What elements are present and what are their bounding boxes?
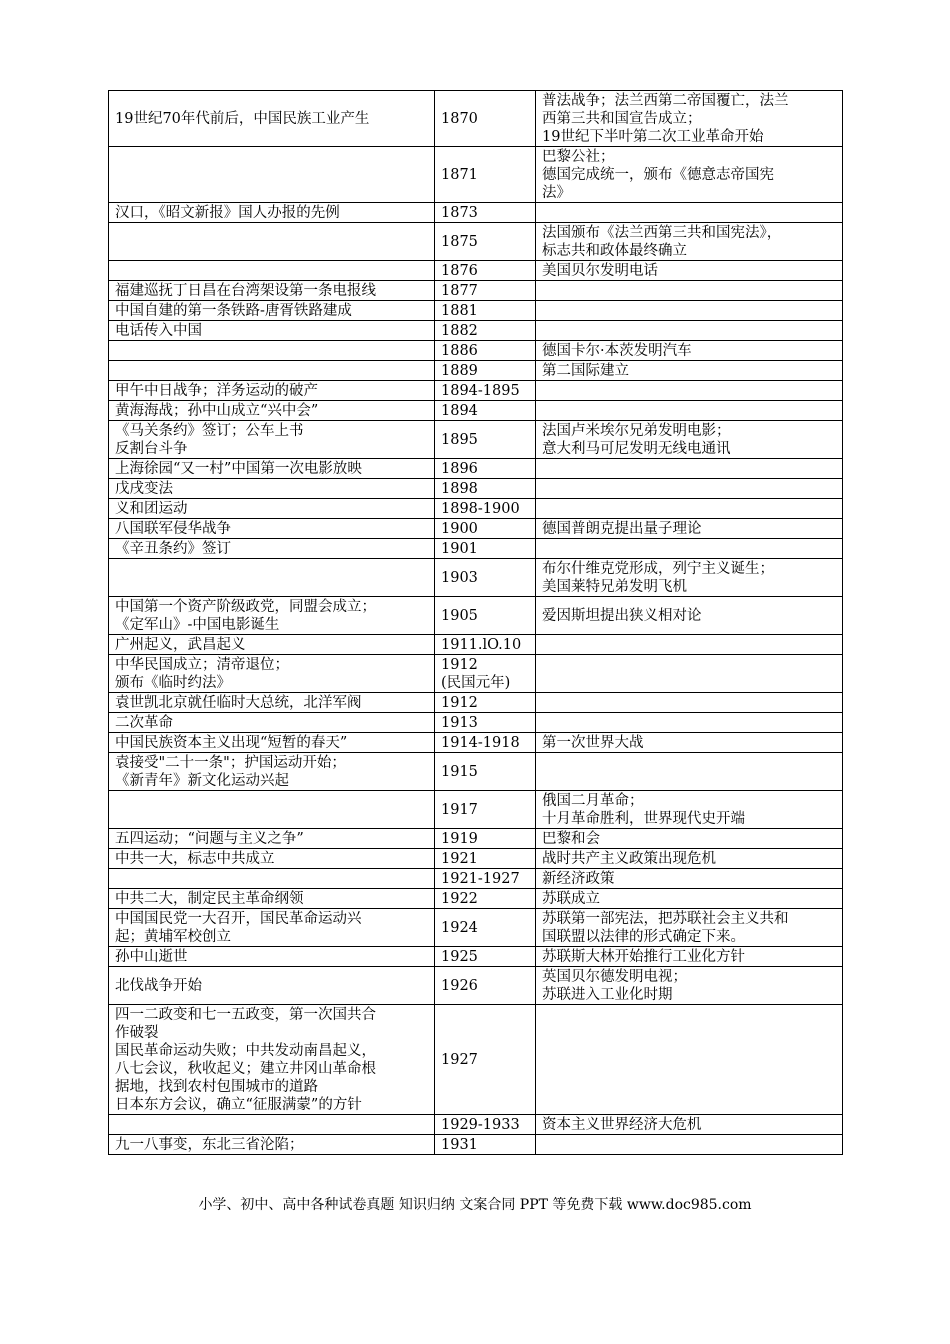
china-event-cell [109, 479, 435, 499]
year-cell [435, 1135, 536, 1155]
table-row [109, 655, 843, 693]
year-cell [435, 1005, 536, 1115]
year-cell [435, 753, 536, 791]
china-event-cell [109, 499, 435, 519]
year-cell [435, 791, 536, 829]
cell-line: 战时共产主义政策出现危机 [542, 850, 716, 867]
table-row [109, 381, 843, 401]
cell-line: 十月革命胜利，世界现代史开端 [542, 810, 745, 827]
cell-line: 孙中山逝世 [115, 948, 188, 965]
cell-line: 俄国二月革命； [542, 792, 644, 809]
cell-line: 意大利马可尼发明无线电通讯 [542, 440, 731, 457]
cell-line: 资本主义世界经济大危机 [542, 1116, 702, 1133]
table-row [109, 147, 843, 203]
world-event-cell [536, 203, 843, 223]
cell-line: 美国贝尔发明电话 [542, 262, 658, 279]
table-row [109, 421, 843, 459]
year-cell [435, 381, 536, 401]
table-row [109, 519, 843, 539]
year-cell [435, 539, 536, 559]
cell-line: 苏联进入工业化时期 [542, 986, 673, 1003]
cell-line: 第二国际建立 [542, 362, 629, 379]
cell-line: 《辛丑条约》签订 [115, 540, 231, 557]
year-cell [435, 597, 536, 635]
world-event-cell [536, 519, 843, 539]
china-event-cell [109, 967, 435, 1005]
cell-line: 1876 [441, 262, 478, 279]
world-event-cell [536, 869, 843, 889]
china-event-cell [109, 223, 435, 261]
page-footer: 小学、初中、高中各种试卷真题 知识归纳 文案合同 PPT 等免费下载 www.doc985.com [198, 1197, 752, 1213]
world-event-cell [536, 947, 843, 967]
world-event-cell [536, 401, 843, 421]
year-cell [435, 849, 536, 869]
cell-line: 1921-1927 [441, 870, 520, 887]
table-row [109, 869, 843, 889]
table-row [109, 753, 843, 791]
cell-line: 巴黎公社； [542, 148, 615, 165]
table-row [109, 479, 843, 499]
cell-line: 1889 [441, 362, 478, 379]
year-cell [435, 203, 536, 223]
cell-line: 1929-1933 [441, 1116, 520, 1133]
cell-line: 巴黎和会 [542, 830, 600, 847]
year-cell [435, 559, 536, 597]
year-cell [435, 733, 536, 753]
cell-line: (民国元年) [441, 674, 511, 691]
cell-line: 1886 [441, 342, 478, 359]
cell-line: 广州起义，武昌起义 [115, 636, 246, 653]
cell-line: 1896 [441, 460, 478, 477]
table-row [109, 1135, 843, 1155]
cell-line: 德国完成统一，颁布《德意志帝国宪 [542, 166, 774, 183]
year-cell [435, 1115, 536, 1135]
table-row [109, 559, 843, 597]
year-cell [435, 655, 536, 693]
cell-line: 1900 [441, 520, 478, 537]
china-event-cell [109, 1005, 435, 1115]
cell-line: 英国贝尔德发明电视； [542, 968, 687, 985]
cell-line: 1913 [441, 714, 478, 731]
cell-line: 1903 [441, 569, 478, 586]
cell-line: 上海徐园“又一村”中国第一次电影放映 [115, 460, 362, 477]
year-cell [435, 281, 536, 301]
cell-line: 布尔什维克党形成，列宁主义诞生； [542, 560, 774, 577]
table-row [109, 597, 843, 635]
world-event-cell [536, 381, 843, 401]
cell-line: 1924 [441, 919, 478, 936]
history-timeline-table-container [108, 90, 842, 1155]
world-event-cell [536, 655, 843, 693]
year-cell [435, 91, 536, 147]
cell-line: 1919 [441, 830, 478, 847]
table-row [109, 947, 843, 967]
table-row [109, 341, 843, 361]
world-event-cell [536, 459, 843, 479]
cell-line: 1871 [441, 166, 478, 183]
year-cell [435, 967, 536, 1005]
cell-line: 北伐战争开始 [115, 977, 202, 994]
year-cell [435, 479, 536, 499]
cell-line: 《定军山》-中国电影诞生 [115, 616, 280, 633]
world-event-cell [536, 479, 843, 499]
cell-line: 19世纪下半叶第二次工业革命开始 [542, 128, 764, 145]
year-cell [435, 321, 536, 341]
china-event-cell [109, 597, 435, 635]
cell-line: 第一次世界大战 [542, 734, 644, 751]
cell-line: 袁世凯北京就任临时大总统，北洋军阀 [115, 694, 362, 711]
year-cell [435, 499, 536, 519]
cell-line: 1912 [441, 694, 478, 711]
cell-line: 《马关条约》签订；公车上书 [115, 422, 304, 439]
cell-line: 1894 [441, 402, 478, 419]
cell-line: 作破裂 [115, 1024, 159, 1041]
cell-line: 《新青年》新文化运动兴起 [115, 772, 289, 789]
cell-line: 四一二政变和七一五政变，第一次国共合 [115, 1006, 376, 1023]
china-event-cell [109, 381, 435, 401]
cell-line: 福建巡抚丁日昌在台湾架设第一条电报线 [115, 282, 376, 299]
cell-line: 八七会议，秋收起义；建立井冈山革命根 [115, 1060, 376, 1077]
cell-line: 法国卢米埃尔兄弟发明电影； [542, 422, 731, 439]
world-event-cell [536, 889, 843, 909]
table-row [109, 791, 843, 829]
china-event-cell [109, 281, 435, 301]
cell-line: 1895 [441, 431, 478, 448]
cell-line: 1898-1900 [441, 500, 520, 517]
table-row [109, 829, 843, 849]
cell-line: 中国国民党一大召开，国民革命运动兴 [115, 910, 362, 927]
cell-line: 1922 [441, 890, 478, 907]
cell-line: 甲午中日战争；洋务运动的破产 [115, 382, 318, 399]
year-cell [435, 693, 536, 713]
cell-line: 1927 [441, 1051, 478, 1068]
china-event-cell [109, 753, 435, 791]
year-cell [435, 301, 536, 321]
cell-line: 标志共和政体最终确立 [542, 242, 687, 259]
cell-line: 中共一大，标志中共成立 [115, 850, 275, 867]
cell-line: 苏联斯大林开始推行工业化方针 [542, 948, 745, 965]
table-row [109, 203, 843, 223]
china-event-cell [109, 421, 435, 459]
cell-line: 苏联第一部宪法，把苏联社会主义共和 [542, 910, 789, 927]
china-event-cell [109, 791, 435, 829]
table-row [109, 321, 843, 341]
year-cell [435, 459, 536, 479]
china-event-cell [109, 341, 435, 361]
china-event-cell [109, 909, 435, 947]
china-event-cell [109, 1115, 435, 1135]
cell-line: 1905 [441, 607, 478, 624]
table-row [109, 459, 843, 479]
history-timeline-table [108, 90, 843, 1155]
world-event-cell [536, 791, 843, 829]
table-row [109, 301, 843, 321]
world-event-cell [536, 321, 843, 341]
cell-line: 日本东方会议，确立“征服满蒙”的方针 [115, 1096, 362, 1113]
year-cell [435, 421, 536, 459]
china-event-cell [109, 91, 435, 147]
table-row [109, 261, 843, 281]
cell-line: 1915 [441, 763, 478, 780]
cell-line: 五四运动；“问题与主义之争” [115, 830, 304, 847]
china-event-cell [109, 635, 435, 655]
world-event-cell [536, 1135, 843, 1155]
world-event-cell [536, 539, 843, 559]
cell-line: 德国普朗克提出量子理论 [542, 520, 702, 537]
china-event-cell [109, 301, 435, 321]
cell-line: 1914-1918 [441, 734, 520, 751]
world-event-cell [536, 693, 843, 713]
world-event-cell [536, 733, 843, 753]
world-event-cell [536, 829, 843, 849]
cell-line: 法国颁布《法兰西第三共和国宪法》， [542, 224, 782, 241]
year-cell [435, 713, 536, 733]
china-event-cell [109, 321, 435, 341]
year-cell [435, 223, 536, 261]
cell-line: 中华民国成立；清帝退位； [115, 656, 289, 673]
cell-line: 反割台斗争 [115, 440, 188, 457]
cell-line: 中国民族资本主义出现“短暂的春天” [115, 734, 348, 751]
china-event-cell [109, 361, 435, 381]
table-row [109, 281, 843, 301]
world-event-cell [536, 1115, 843, 1135]
table-row [109, 733, 843, 753]
world-event-cell [536, 849, 843, 869]
cell-line: 1870 [441, 110, 478, 127]
year-cell [435, 947, 536, 967]
cell-line: 戊戌变法 [115, 480, 173, 497]
year-cell [435, 341, 536, 361]
world-event-cell [536, 261, 843, 281]
cell-line: 九一八事变，东北三省沦陷； [115, 1136, 304, 1153]
cell-line: 1925 [441, 948, 478, 965]
cell-line: 1921 [441, 850, 478, 867]
table-row [109, 223, 843, 261]
cell-line: 1882 [441, 322, 478, 339]
world-event-cell [536, 147, 843, 203]
cell-line: 1873 [441, 204, 478, 221]
table-row [109, 967, 843, 1005]
china-event-cell [109, 401, 435, 421]
cell-line: 1898 [441, 480, 478, 497]
table-row [109, 713, 843, 733]
cell-line: 19世纪70年代前后，中国民族工业产生 [115, 110, 370, 127]
cell-line: 1881 [441, 302, 478, 319]
china-event-cell [109, 1135, 435, 1155]
year-cell [435, 869, 536, 889]
cell-line: 1875 [441, 233, 478, 250]
table-row [109, 499, 843, 519]
cell-line: 德国卡尔·本茨发明汽车 [542, 342, 692, 359]
cell-line: 汉口，《昭文新报》国人办报的先例 [115, 204, 340, 221]
china-event-cell [109, 693, 435, 713]
table-row [109, 693, 843, 713]
world-event-cell [536, 301, 843, 321]
world-event-cell [536, 499, 843, 519]
china-event-cell [109, 889, 435, 909]
cell-line: 1877 [441, 282, 478, 299]
world-event-cell [536, 713, 843, 733]
cell-line: 中国第一个资产阶级政党，同盟会成立； [115, 598, 376, 615]
cell-line: 法》 [542, 184, 571, 201]
cell-line: 1917 [441, 801, 478, 818]
table-row [109, 539, 843, 559]
cell-line: 新经济政策 [542, 870, 615, 887]
world-event-cell [536, 635, 843, 655]
cell-line: 二次革命 [115, 714, 173, 731]
world-event-cell [536, 559, 843, 597]
china-event-cell [109, 261, 435, 281]
world-event-cell [536, 281, 843, 301]
cell-line: 普法战争；法兰西第二帝国覆亡，法兰 [542, 92, 789, 109]
china-event-cell [109, 147, 435, 203]
cell-line: 电话传入中国 [115, 322, 202, 339]
cell-line: 美国莱特兄弟发明飞机 [542, 578, 687, 595]
cell-line: 苏联成立 [542, 890, 600, 907]
year-cell [435, 261, 536, 281]
china-event-cell [109, 559, 435, 597]
cell-line: 1894-1895 [441, 382, 520, 399]
cell-line: 中国自建的第一条铁路-唐胥铁路建成 [115, 302, 352, 319]
cell-line: 1931 [441, 1136, 478, 1153]
world-event-cell [536, 223, 843, 261]
table-row [109, 849, 843, 869]
china-event-cell [109, 947, 435, 967]
cell-line: 据地，找到农村包围城市的道路 [115, 1078, 318, 1095]
cell-line: 1901 [441, 540, 478, 557]
cell-line: 1912 [441, 656, 478, 673]
cell-line: 1926 [441, 977, 478, 994]
table-row [109, 1115, 843, 1135]
cell-line: 八国联军侵华战争 [115, 520, 231, 537]
china-event-cell [109, 713, 435, 733]
china-event-cell [109, 539, 435, 559]
table-row [109, 1005, 843, 1115]
table-row [109, 361, 843, 381]
cell-line: 起；黄埔军校创立 [115, 928, 231, 945]
table-body [109, 91, 843, 1155]
china-event-cell [109, 849, 435, 869]
china-event-cell [109, 829, 435, 849]
table-row [109, 401, 843, 421]
world-event-cell [536, 341, 843, 361]
cell-line: 颁布《临时约法》 [115, 674, 231, 691]
year-cell [435, 519, 536, 539]
table-row [109, 91, 843, 147]
table-row [109, 909, 843, 947]
world-event-cell [536, 91, 843, 147]
cell-line: 爱因斯坦提出狭义相对论 [542, 607, 702, 624]
china-event-cell [109, 733, 435, 753]
year-cell [435, 401, 536, 421]
world-event-cell [536, 421, 843, 459]
year-cell [435, 829, 536, 849]
cell-line: 国民革命运动失败；中共发动南昌起义， [115, 1042, 376, 1059]
cell-line: 袁接受"二十一条"；护国运动开始； [115, 754, 346, 771]
year-cell [435, 889, 536, 909]
year-cell [435, 909, 536, 947]
table-row [109, 889, 843, 909]
world-event-cell [536, 597, 843, 635]
world-event-cell [536, 361, 843, 381]
world-event-cell [536, 753, 843, 791]
cell-line: 义和团运动 [115, 500, 188, 517]
cell-line: 西第三共和国宣告成立； [542, 110, 702, 127]
cell-line: 国联盟以法律的形式确定下来。 [542, 928, 745, 945]
cell-line: 中共二大，制定民主革命纲领 [115, 890, 304, 907]
world-event-cell [536, 967, 843, 1005]
world-event-cell [536, 1005, 843, 1115]
world-event-cell [536, 909, 843, 947]
china-event-cell [109, 203, 435, 223]
china-event-cell [109, 459, 435, 479]
year-cell [435, 361, 536, 381]
china-event-cell [109, 655, 435, 693]
cell-line: 黄海海战；孙中山成立“兴中会” [115, 402, 319, 419]
china-event-cell [109, 869, 435, 889]
year-cell [435, 147, 536, 203]
china-event-cell [109, 519, 435, 539]
table-row [109, 635, 843, 655]
cell-line: 1911.lO.10 [441, 636, 522, 653]
year-cell [435, 635, 536, 655]
